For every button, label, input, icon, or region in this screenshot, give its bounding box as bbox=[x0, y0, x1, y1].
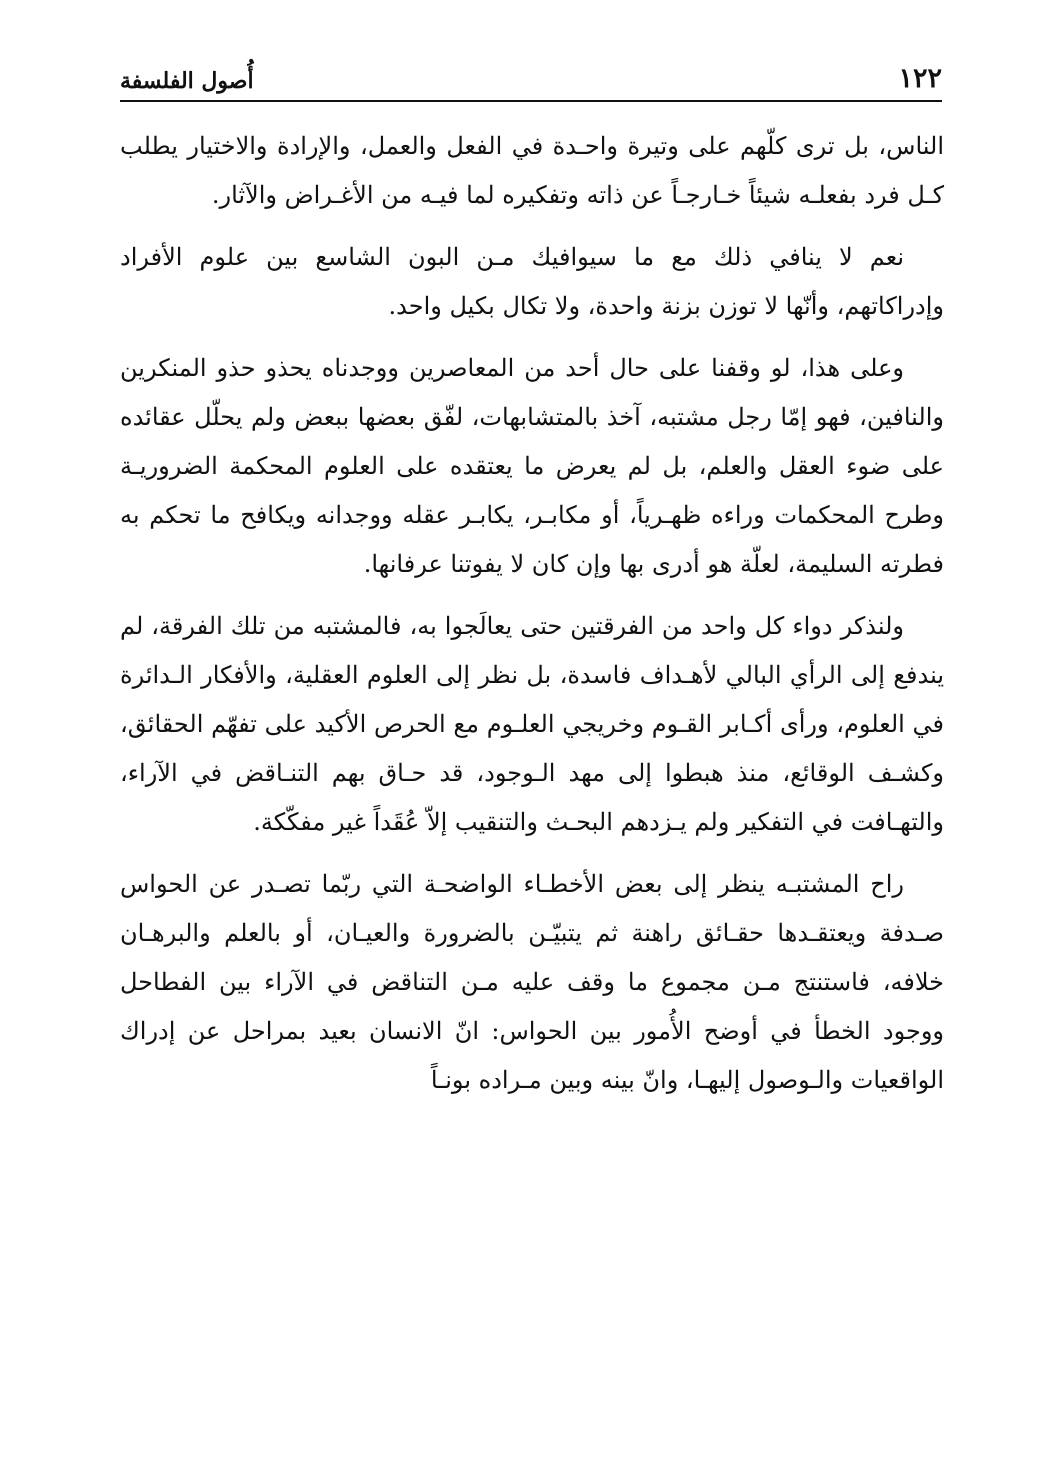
paragraph: ولنذكر دواء كل واحد من الفرقتين حتى يعالَجوا به، فالمشتبه من تلك الفرقة، لم يندفع إلى الرأي البالي لأهـداف فاسدة، بل نظر إلى العلوم العقلية، والأفكار الـدائرة في العلوم، ورأى أكـابر القـوم وخريجي العلـوم مع الحرص الأكيد على تفهّم الحقائق، وكشـف الوقائع، منذ هبطوا إلى مهد الـوجود، قد حـاق بهم التنـاقض في الآراء، والتهـافت في التفكير ولم يـزدهم البحـث والتنقيب إلاّ عُقَداً غير مفكّكة. bbox=[120, 612, 944, 836]
running-title: أُصول الفلسفة bbox=[120, 68, 254, 94]
paragraph: راح المشتبـه ينظر إلى بعض الأخطـاء الواضحـة التي ربّما تصـدر عن الحواس صـدفة ويعتقـدها حقـائق راهنة ثم يتبيّـن بالضرورة والعيـان، أو بالعلم والبرهـان خلافه، فاستنتج مـن مجموع ما وقف عليه مـن التناقض في الآراء بين الفطاحل ووجود الخطأ في أوضح الأُمور بين الحواس: انّ الانسان بعيد بمراحل عن إدراك الواقعيات والـوصول إليهـا، وانّ بينه وبين مـراده بونـاً bbox=[120, 870, 944, 1094]
paragraph-continuation: الناس، بل ترى كلّهم على وتيرة واحـدة في الفعل والعمل، والإرادة والاختيار يطلب كـل فرد بفعلـه شيئاً خـارجـاً عن ذاته وتفكيره لما فيـه من الأغـراض والآثار. bbox=[120, 132, 944, 209]
paragraph: وعلى هذا، لو وقفنا على حال أحد من المعاصرين ووجدناه يحذو حذو المنكرين والنافين، فهو إمّا رجل مشتبه، آخذ بالمتشابهات، لفّق بعضها ببعض ولم يحلّل عقائده على ضوء العقل والعلم، بل لم يعرض ما يعتقده على العلوم المحكمة الضروريـة وطرح المحكمات وراءه ظهـرياً، أو مكابـر، يكابـر عقله ووجدانه ويكافح ما تحكم به فطرته السليمة، لعلّة هو أدرى بها وإن كان لا يفوتنا عرفانها. bbox=[120, 354, 944, 578]
page-number: ١٢٢ bbox=[898, 63, 942, 94]
page-header bbox=[120, 52, 942, 102]
page-body bbox=[120, 122, 944, 1105]
paragraph: نعم لا ينافي ذلك مع ما سيوافيك مـن البون الشاسع بين علوم الأفراد وإدراكاتهم، وأنّها لا توزن بزنة واحدة، ولا تكال بكيل واحد. bbox=[120, 243, 944, 320]
